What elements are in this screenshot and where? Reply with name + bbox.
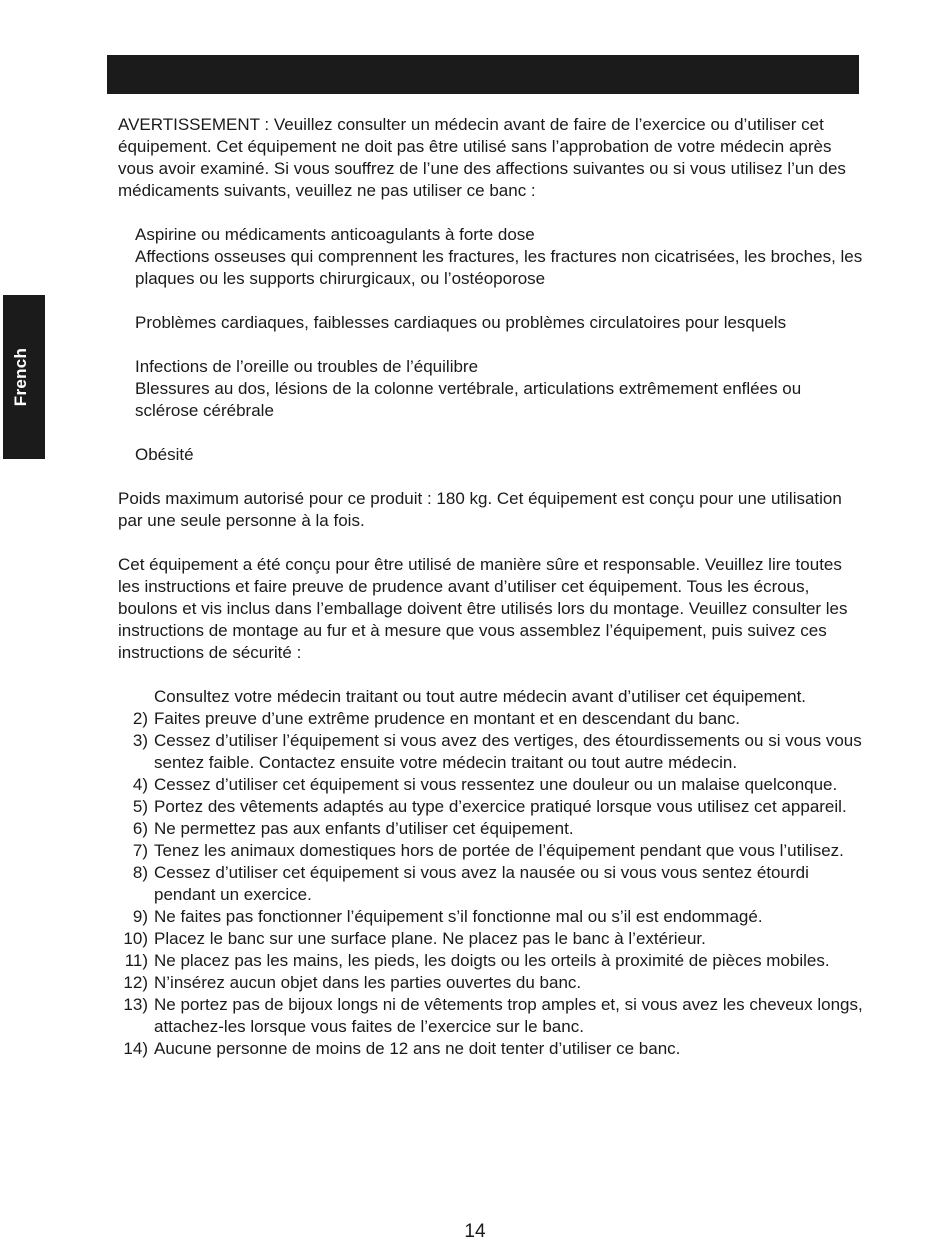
condition-item: Aspirine ou médicaments anticoagulants à forte dose <box>135 225 535 244</box>
warning-paragraph: AVERTISSEMENT : Veuillez consulter un médecin avant de faire de l’exercice ou d’utiliser cet équipement. Cet équipement ne doit pas être utilisé sans l’approbation de votre médecin après vous avoir examiné. Si vous souffrez de l’une des affections suivantes ou si vous utilisez l’un des médicaments suivants, veuillez ne pas utiliser ce banc : <box>118 115 846 200</box>
list-item-text: Faites preuve d’une extrême prudence en montant et en descendant du banc. <box>154 709 740 728</box>
list-item <box>118 840 863 862</box>
list-item-text: Consultez votre médecin traitant ou tout autre médecin avant d’utiliser cet équipement. <box>154 687 807 706</box>
condition-item: Obésité <box>135 445 194 464</box>
list-item-text: Cessez d’utiliser cet équipement si vous avez la nausée ou si vous vous sentez étourdi pendant un exercice. <box>154 863 809 904</box>
list-item-number: 12) <box>123 973 148 992</box>
safety-instructions-list <box>118 686 863 1060</box>
list-item <box>118 994 863 1038</box>
list-item-text: N’insérez aucun objet dans les parties ouvertes du banc. <box>154 973 582 992</box>
safety-intro-paragraph: Cet équipement a été conçu pour être utilisé de manière sûre et responsable. Veuillez lire toutes les instructions et faire preuve de prudence avant d’utiliser cet équipement. Tous les écrous, boulons et vis inclus dans l’emballage doivent être utilisés lors du montage. Veuillez consulter les instructions de montage au fur et à mesure que vous assemblez l’équipement, puis suivez ces instructions de sécurité : <box>118 555 848 662</box>
list-item-number: 9) <box>132 907 148 926</box>
list-item <box>118 862 863 906</box>
list-item-number: 5) <box>132 797 148 816</box>
list-item <box>118 906 863 928</box>
list-item-number: 3) <box>132 731 148 750</box>
list-item <box>118 686 863 708</box>
condition-item: Problèmes cardiaques, faiblesses cardiaques ou problèmes circulatoires pour lesquels <box>135 313 787 332</box>
list-item-text: Aucune personne de moins de 12 ans ne doit tenter d’utiliser ce banc. <box>154 1039 681 1058</box>
list-item-text: Placez le banc sur une surface plane. Ne placez pas le banc à l’extérieur. <box>154 929 706 948</box>
list-item-number: 4) <box>132 775 148 794</box>
list-item-number: 6) <box>132 819 148 838</box>
list-item <box>118 972 863 994</box>
condition-item: Infections de l’oreille ou troubles de l’équilibre <box>135 357 479 376</box>
list-item-text: Cessez d’utiliser l’équipement si vous avez des vertiges, des étourdissements ou si vous vous sentez faible. Contactez ensuite votre médecin traitant ou tout autre médecin. <box>154 731 862 772</box>
list-item <box>118 730 863 774</box>
list-item-text: Cessez d’utiliser cet équipement si vous ressentez une douleur ou un malaise quelconque. <box>154 775 838 794</box>
max-weight-paragraph: Poids maximum autorisé pour ce produit : 180 kg. Cet équipement est conçu pour une utilisation par une seule personne à la fois. <box>118 489 842 530</box>
list-item-number: 14) <box>123 1039 148 1058</box>
list-item-number: 10) <box>123 929 148 948</box>
list-item <box>118 774 863 796</box>
list-item <box>118 818 863 840</box>
header-bar <box>107 55 859 94</box>
list-item-text: Ne permettez pas aux enfants d’utiliser cet équipement. <box>154 819 574 838</box>
list-item-text: Ne faites pas fonctionner l’équipement s’il fonctionne mal ou s’il est endommagé. <box>154 907 763 926</box>
list-item <box>118 708 863 730</box>
condition-item: Blessures au dos, lésions de la colonne vertébrale, articulations extrêmement enflées ou sclérose cérébrale <box>135 379 802 420</box>
list-item-text: Tenez les animaux domestiques hors de portée de l’équipement pendant que vous l’utilisez. <box>154 841 844 860</box>
list-item <box>118 950 863 972</box>
language-tab-label: French <box>11 347 30 407</box>
list-item <box>118 796 863 818</box>
list-item-number: 13) <box>123 995 148 1014</box>
conditions-list <box>118 224 863 466</box>
list-item-number: 11) <box>124 951 148 970</box>
list-item <box>118 928 863 950</box>
list-item-number: 8) <box>132 863 148 882</box>
list-item-number: 7) <box>132 841 148 860</box>
list-item-number: 2) <box>132 709 148 728</box>
list-item <box>118 1038 863 1060</box>
page-number: 14 <box>464 1221 486 1242</box>
list-item-text: Portez des vêtements adaptés au type d’exercice pratiqué lorsque vous utilisez cet appareil. <box>154 797 847 816</box>
list-item-text: Ne placez pas les mains, les pieds, les doigts ou les orteils à proximité de pièces mobiles. <box>154 951 830 970</box>
list-item-text: Ne portez pas de bijoux longs ni de vêtements trop amples et, si vous avez les cheveux longs, attachez-les lorsque vous faites de l’exercice sur le banc. <box>154 995 863 1036</box>
condition-item: Affections osseuses qui comprennent les fractures, les fractures non cicatrisées, les broches, les plaques ou les supports chirurgicaux, ou l’ostéoporose <box>135 247 863 288</box>
page-content <box>118 114 863 1060</box>
